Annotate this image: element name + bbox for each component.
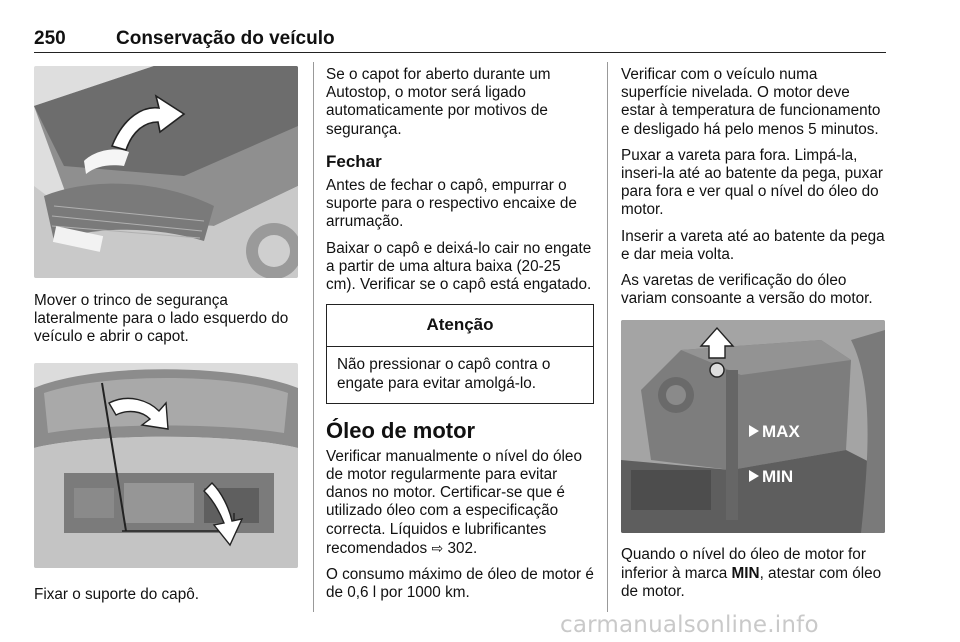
site-watermark: carmanualsonline.info <box>560 612 819 638</box>
caption-hood-prop: Fixar o suporte do capô. <box>34 585 199 603</box>
autostop-paragraph: Se o capot for aberto durante um Autostop, o motor será ligado automaticamente por motivos de segurança. <box>326 66 551 138</box>
column-divider-1 <box>313 62 314 612</box>
level-surface-paragraph: Verificar com o veículo numa superfície nivelada. O motor deve estar à temperatura de funcionamento e desligado há pelo menos 5 minutos. <box>621 66 881 138</box>
oil-topup-text: Quando o nível do óleo de motor for inferior à marca <box>621 546 866 582</box>
oil-topup-paragraph <box>621 546 887 601</box>
caption-hood-release: Mover o trinco de segurança lateralmente para o lado esquerdo do veículo e abrir o capot. <box>34 292 289 346</box>
dipstick-variants-paragraph: As varetas de verificação do óleo variam consoante a versão do motor. <box>621 272 873 308</box>
oil-topup-text-end: , atestar com óleo de motor. <box>621 564 882 600</box>
column-3 <box>621 66 887 609</box>
column-1 <box>34 66 300 612</box>
fechar-heading: Fechar <box>326 151 382 171</box>
page-title: Conservação do veículo <box>116 28 335 49</box>
dipstick-pull-paragraph: Puxar a vareta para fora. Limpá-la, inseri-la até ao batente da pega, puxar para fora e ver qual o nível do óleo do motor. <box>621 146 883 219</box>
notice-body: Não pressionar o capô contra o engate para evitar amolgá-lo. <box>337 356 551 392</box>
dipstick-min-label: MIN <box>762 467 794 487</box>
column-divider-2 <box>607 62 608 612</box>
page-number: 250 <box>34 28 66 49</box>
oil-consumption-paragraph: O consumo máximo de óleo de motor é de 0,6 l por 1000 km. <box>326 566 594 602</box>
reference-page[interactable]: 302. <box>447 539 478 557</box>
dipstick-insert-paragraph: Inserir a vareta até ao batente da pega e dar meia volta. <box>621 227 885 263</box>
dipstick-max-label: MAX <box>762 422 800 442</box>
column-2 <box>326 66 594 610</box>
page-header <box>34 28 886 53</box>
min-mark-bold: MIN <box>731 564 760 582</box>
oil-check-paragraph <box>326 448 594 558</box>
dipstick-illustration <box>621 320 885 533</box>
close-stay-paragraph: Antes de fechar o capô, empurrar o suporte para o respectivo encaixe de arrumação. <box>326 177 577 231</box>
hood-release-illustration <box>34 66 298 278</box>
arrow-reference-icon: ⇨ <box>431 539 444 556</box>
oil-check-text: Verificar manualmente o nível do óleo de motor regularmente para evitar danos no motor. Certificar-se que é utilizado óleo com a especificação correcta. Líquidos e lubrificantes recomendados <box>326 447 582 557</box>
hood-prop-illustration <box>34 363 298 568</box>
close-drop-paragraph: Baixar o capô e deixá-lo cair no engate a partir de uma altura baixa (20-25 cm). Verificar se o capô está engatado. <box>326 239 592 294</box>
oil-section-heading: Óleo de motor <box>326 417 476 443</box>
notice-title: Atenção <box>327 305 593 347</box>
attention-notice <box>326 304 594 404</box>
